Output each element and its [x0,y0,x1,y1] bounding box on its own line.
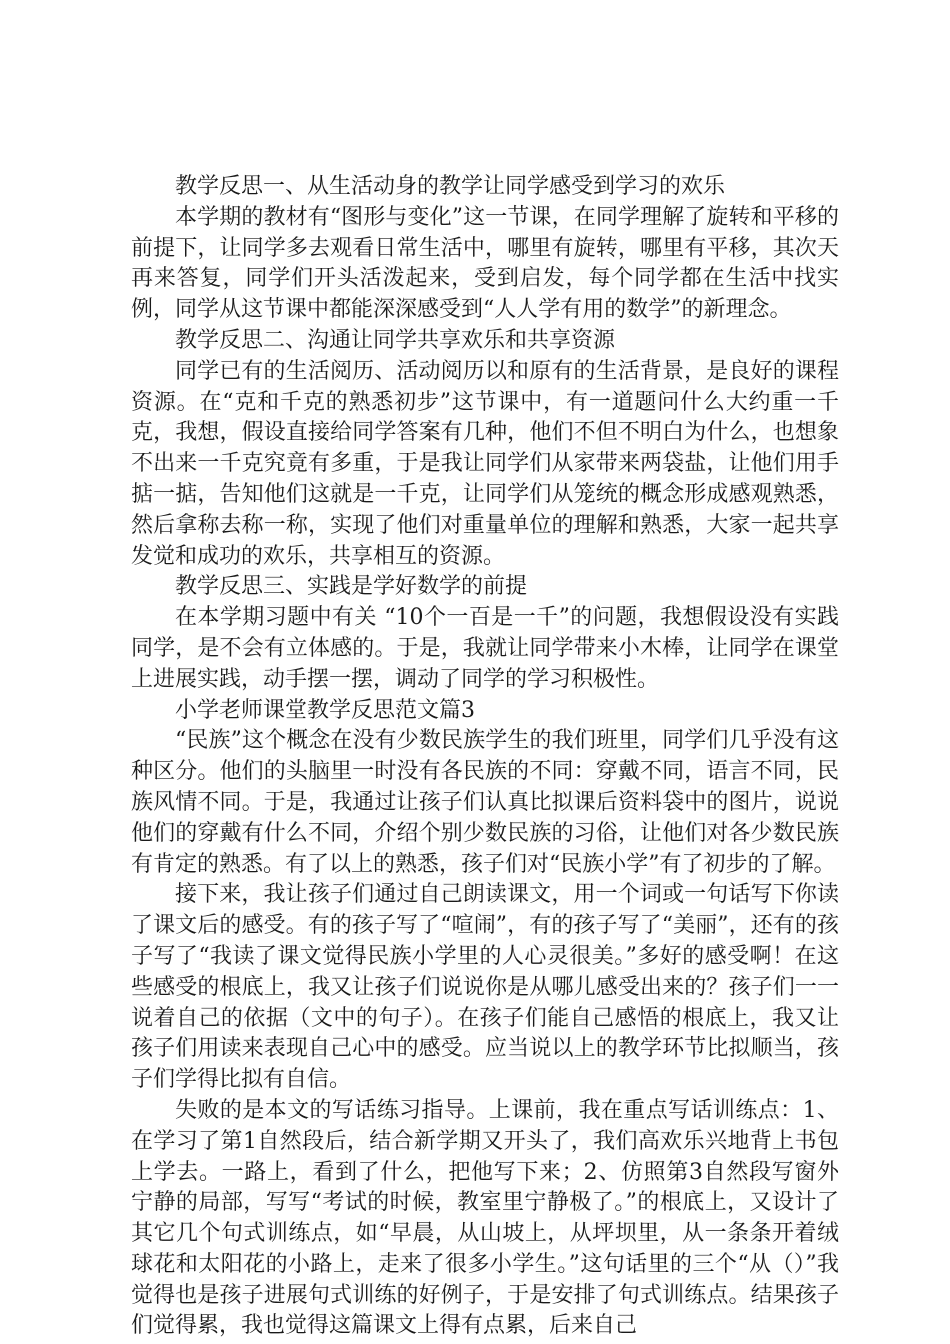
paragraph-4: “民族”这个概念在没有少数民族学生的我们班里，同学们几乎没有这种区分。他们的头脑里一时没有各民族的不同：穿戴不同，语言不同，民族风情不同。于是，我通过让孩子们认真比拟课后资料袋中的图片，说说他们的穿戴有什么不同，介绍个别少数民族的习俗，让他们对各少数民族有肯定的熟悉。有了以上的熟悉，孩子们对“民族小学”有了初步的了解。 [131,728,839,877]
section-heading-1: 教学反思一、从生活动身的教学让同学感受到学习的欢乐 [175,174,726,199]
document-body [131,172,839,1342]
section-heading-2: 教学反思二、沟通让同学共享欢乐和共享资源 [175,327,616,353]
paragraph-3: 在本学期习题中有关 “10个一百是一千”的问题，我想假设没有实践同学，是不会有立体感的。于是，我就让同学带来小木棒，让同学在课堂上进展实践，动手摆一摆，调动了同学的学习积极性。 [131,605,839,692]
paragraph-2: 同学已有的生活阅历、活动阅历以和原有的生活背景，是良好的课程资源。在“克和千克的熟悉初步”这节课中，有一道题问什么大约重一千克，我想，假设直接给同学答案有几种，他们不但不明白为什么，也想象不出来一千克究竟有多重，于是我让同学们从家带来两袋盐，让他们用手掂一掂，告知他们这就是一千克，让同学们从笼统的概念形成感观熟悉，然后拿称去称一称，实现了他们对重量单位的理解和熟悉，大家一起共享发觉和成功的欢乐，共享相互的资源。 [131,358,839,569]
article-title-3: 小学老师课堂教学反思范文篇3 [175,697,475,723]
paragraph-1: 本学期的教材有“图形与变化”这一节课，在同学理解了旋转和平移的前提下，让同学多去观看日常生活中，哪里有旋转，哪里有平移，其次天再来答复，同学们开头活泼起来，受到启发，每个同学都在生活中找实例，同学从这节课中都能深深感受到“人人学有用的数学”的新理念。 [131,204,839,323]
section-heading-3: 教学反思三、实践是学好数学的前提 [175,574,528,600]
paragraph-5: 接下来，我让孩子们通过自己朗读课文，用一个词或一句话写下你读了课文后的感受。有的孩子写了“喧闹”，有的孩子写了“美丽”，还有的孩子写了“我读了课文觉得民族小学里的人心灵很美。”多好的感受啊！在这些感受的根底上，我又让孩子们说说你是从哪儿感受出来的？孩子们一一说着自己的依据（文中的句子）。在孩子们能自己感悟的根底上，我又让孩子们用读来表现自己心中的感受。应当说以上的教学环节比拟顺当，孩子们学得比拟有自信。 [131,882,839,1093]
paragraph-6: 失败的是本文的写话练习指导。上课前，我在重点写话训练点：1、在学习了第1自然段后，结合新学期又开头了，我们高欢乐兴地背上书包上学去。一路上，看到了什么，把他写下来；2、仿照第3自然段写窗外宁静的局部，写写“考试的时候，教室里宁静极了。”的根底上，又设计了其它几个句式训练点，如“早晨，从山坡上，从坪坝里，从一条条开着绒球花和太阳花的小路上，走来了很多小学生。”这句话里的三个“从（）”我觉得也是孩子进展句式训练的好例子，于是安排了句式训练点。结果孩子们觉得累，我也觉得这篇课文上得有点累，后来自己 [131,1097,839,1339]
